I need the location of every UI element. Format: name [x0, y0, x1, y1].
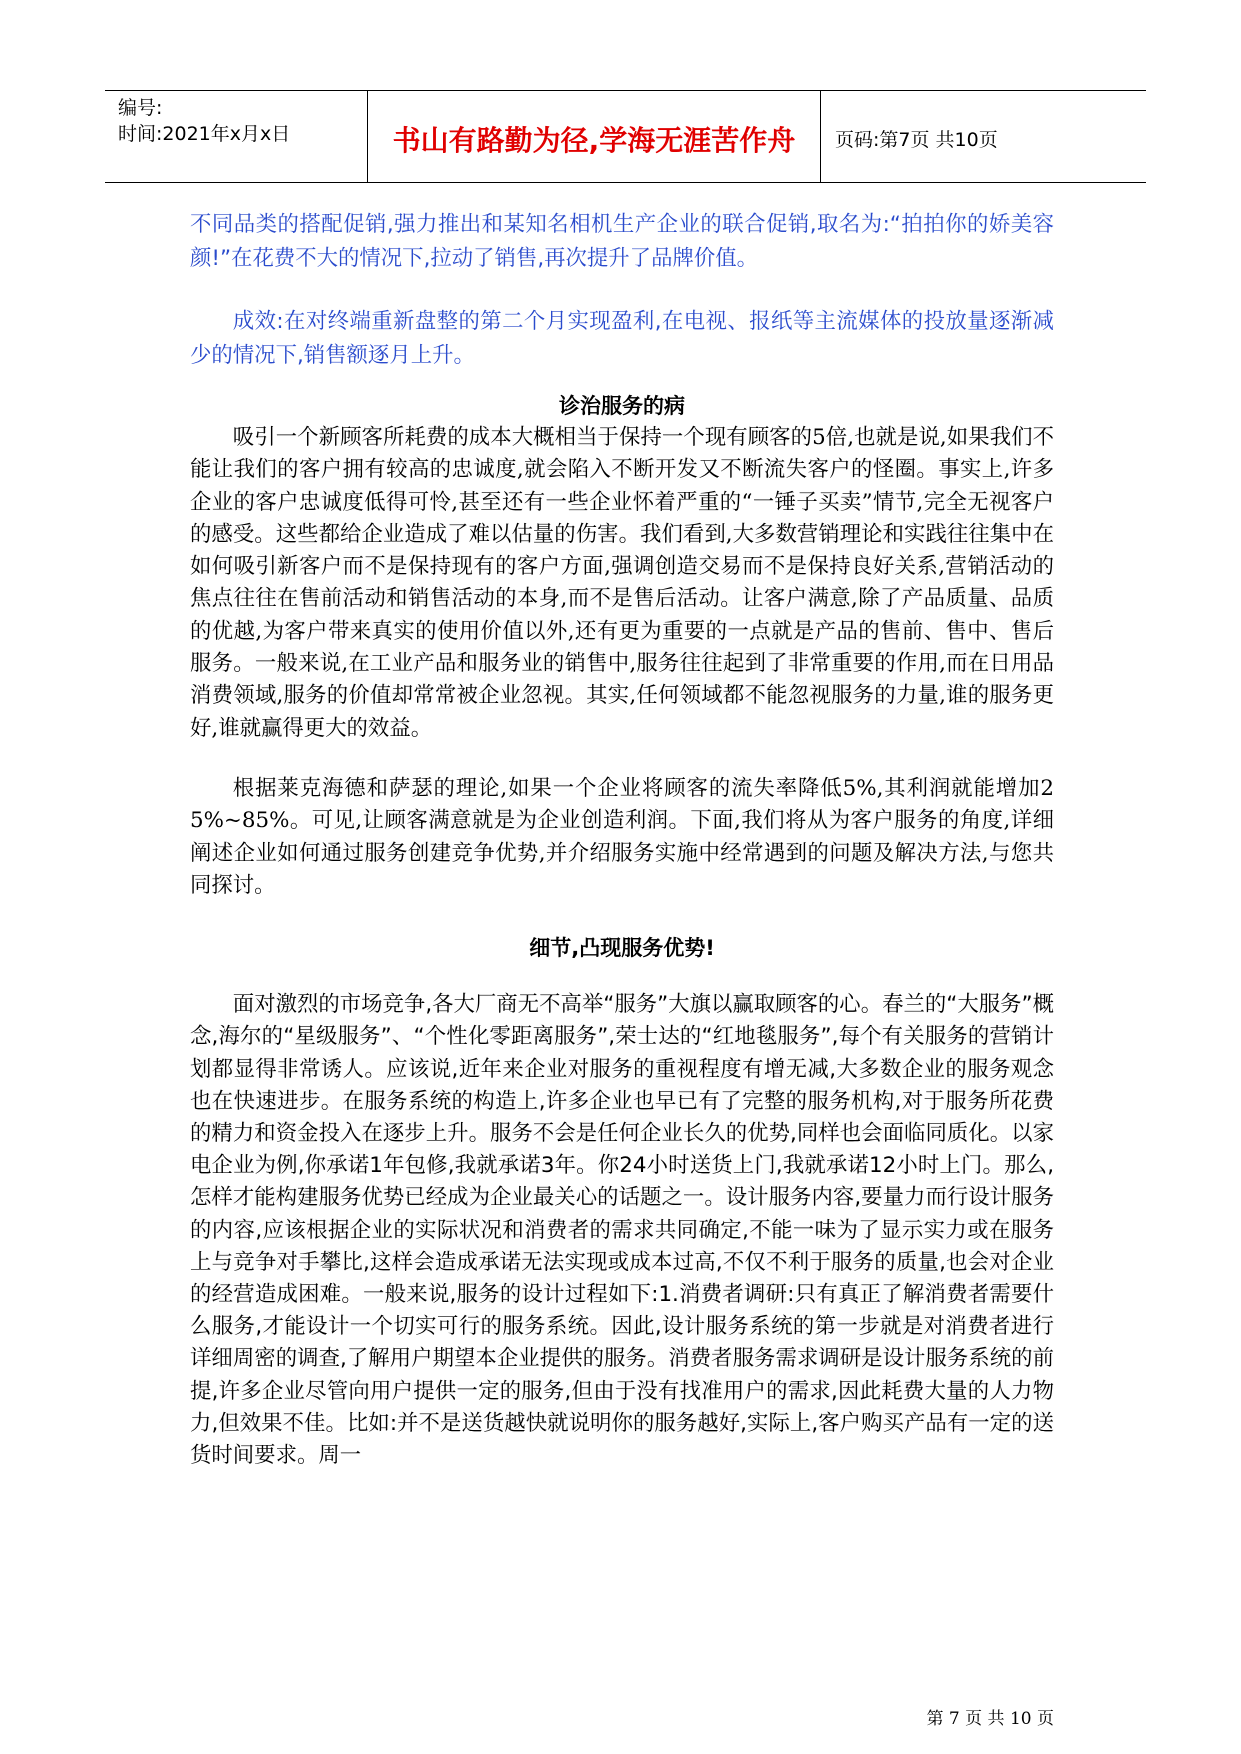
header-page-info: 页码:第7页 共10页	[835, 129, 998, 151]
paragraph-result: 成效:在对终端重新盘整的第二个月实现盈利,在电视、报纸等主流媒体的投放量逐渐减少的情况下,销售额逐月上升。	[190, 309, 1054, 368]
number-label: 编号:	[118, 97, 163, 119]
time-label: 时间:2021年x月x日	[118, 123, 291, 145]
paragraph-promotion: 不同品类的搭配促销,强力推出和某知名相机生产企业的联合促销,取名为:“拍拍你的娇美容颜!”在花费不大的情况下,拉动了销售,再次提升了品牌价值。	[190, 212, 1054, 271]
document-body	[190, 208, 1054, 1472]
header-middle-cell	[368, 91, 821, 182]
document-header	[105, 90, 1146, 183]
page-footer: 第 7 页 共 10 页	[926, 1709, 1054, 1729]
paragraph-customer-retention: 吸引一个新顾客所耗费的成本大概相当于保持一个现有顾客的5倍,也就是说,如果我们不能让我们的客户拥有较高的忠诚度,就会陷入不断开发又不断流失客户的怪圈。事实上,许多企业的客户忠诚度低得可怜,甚至还有一些企业怀着严重的“一锤子买卖”情节,完全无视客户的感受。这些都给企业造成了难以估量的伤害。我们看到,大多数营销理论和实践往往集中在如何吸引新客户而不是保持现有的客户方面,强调创造交易而不是保持良好关系,营销活动的焦点往往在售前活动和销售活动的本身,而不是售后活动。让客户满意,除了产品质量、品质的优越,为客户带来真实的使用价值以外,还有更为重要的一点就是产品的售前、售中、售后服务。一般来说,在工业产品和服务业的销售中,服务往往起到了非常重要的作用,而在日用品消费领域,服务的价值却常常被企业忽视。其实,任何领域都不能忽视服务的力量,谁的服务更好,谁就赢得更大的效益。	[190, 425, 1054, 741]
header-right-cell	[821, 91, 1146, 182]
header-motto: 书山有路勤为径,学海无涯苦作舟	[392, 124, 796, 157]
section-heading-service-advantage: 细节,凸现服务优势!	[529, 936, 715, 961]
section-heading-service-ills: 诊治服务的病	[559, 394, 685, 418]
paragraph-service-competition: 面对激烈的市场竞争,各大厂商无不高举“服务”大旗以赢取顾客的心。春兰的“大服务”概念,海尔的“星级服务”、“个性化零距离服务”,荣士达的“红地毯服务”,每个有关服务的营销计划都显得非常诱人。应该说,近年来企业对服务的重视程度有增无减,大多数企业的服务观念也在快速进步。在服务系统的构造上,许多企业也早已有了完整的服务机构,对于服务所花费的精力和资金投入在逐步上升。服务不会是任何企业长久的优势,同样也会面临同质化。以家电企业为例,你承诺1年包修,我就承诺3年。你24小时送货上门,我就承诺12小时上门。那么,怎样才能构建服务优势已经成为企业最关心的话题之一。设计服务内容,要量力而行设计服务的内容,应该根据企业的实际状况和消费者的需求共同确定,不能一味为了显示实力或在服务上与竞争对手攀比,这样会造成承诺无法实现或成本过高,不仅不利于服务的质量,也会对企业的经营造成困难。一般来说,服务的设计过程如下:1.消费者调研:只有真正了解消费者需要什么服务,才能设计一个切实可行的服务系统。因此,设计服务系统的第一步就是对消费者进行详细周密的调查,了解用户期望本企业提供的服务。消费者服务需求调研是设计服务系统的前提,许多企业尽管向用户提供一定的服务,但由于没有找准用户的需求,因此耗费大量的人力物力,但效果不佳。比如:并不是送货越快就说明你的服务越好,实际上,客户购买产品有一定的送货时间要求。周一	[190, 992, 1054, 1468]
header-left-cell	[105, 91, 368, 182]
paragraph-theory: 根据莱克海德和萨瑟的理论,如果一个企业将顾客的流失率降低5%,其利润就能增加25%~85%。可见,让顾客满意就是为企业创造利润。下面,我们将从为客户服务的角度,详细阐述企业如何通过服务创建竞争优势,并介绍服务实施中经常遇到的问题及解决方法,与您共同探讨。	[190, 775, 1054, 898]
